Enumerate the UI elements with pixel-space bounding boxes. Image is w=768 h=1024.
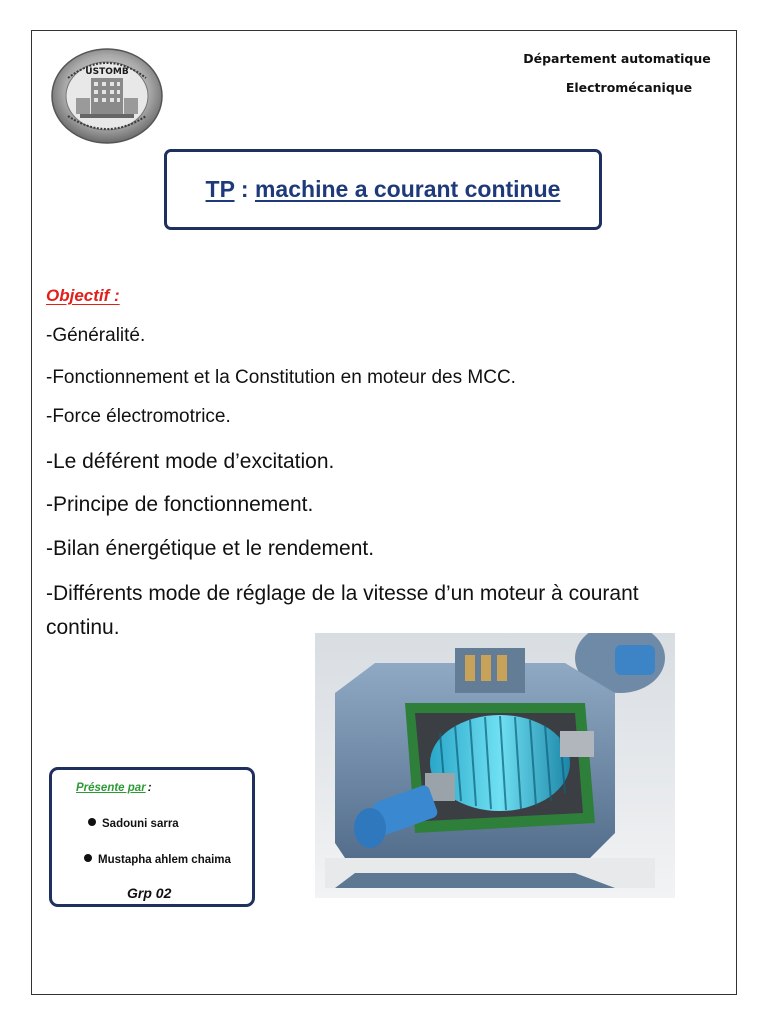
objectives-heading: Objectif : xyxy=(46,286,120,305)
title-subject: machine a courant continue xyxy=(254,176,561,202)
bullet-icon xyxy=(88,818,96,826)
bullet-icon xyxy=(84,854,92,862)
presenters-heading xyxy=(76,782,152,794)
presenter-item xyxy=(84,854,231,866)
group-label: Grp 02 xyxy=(127,885,172,901)
presenter-name: Mustapha ahlem chaima xyxy=(98,854,231,866)
presenter-name: Sadouni sarra xyxy=(102,818,179,830)
objective-item: -Différents mode de réglage de la vitesse d’un moteur à courant continu. xyxy=(46,582,639,639)
department-header xyxy=(470,44,730,102)
objective-item: -Principe de fonctionnement. xyxy=(46,493,314,516)
presenter-item xyxy=(88,818,179,830)
specialty-name: Electromécanique xyxy=(565,80,693,95)
objective-item: -Fonctionnement et la Constitution en moteur des MCC. xyxy=(46,367,516,388)
objective-item: -Généralité. xyxy=(46,325,146,346)
title-prefix: TP xyxy=(205,176,235,202)
title-separator: : xyxy=(234,176,255,202)
department-name: Département automatique xyxy=(523,51,711,66)
svg-text:USTOMB: USTOMB xyxy=(85,67,129,77)
university-logo xyxy=(50,48,164,144)
title-box xyxy=(164,149,602,230)
page-title xyxy=(206,176,561,203)
dc-motor-cutaway-image xyxy=(315,633,675,898)
objective-item: -Le déférent mode d’excitation. xyxy=(46,450,335,473)
objective-item: -Force électromotrice. xyxy=(46,406,231,427)
presenters-colon: : xyxy=(147,782,152,794)
objective-item: -Bilan énergétique et le rendement. xyxy=(46,537,375,560)
presenters-label: Présente par xyxy=(76,782,146,794)
presenters-box xyxy=(49,767,255,907)
